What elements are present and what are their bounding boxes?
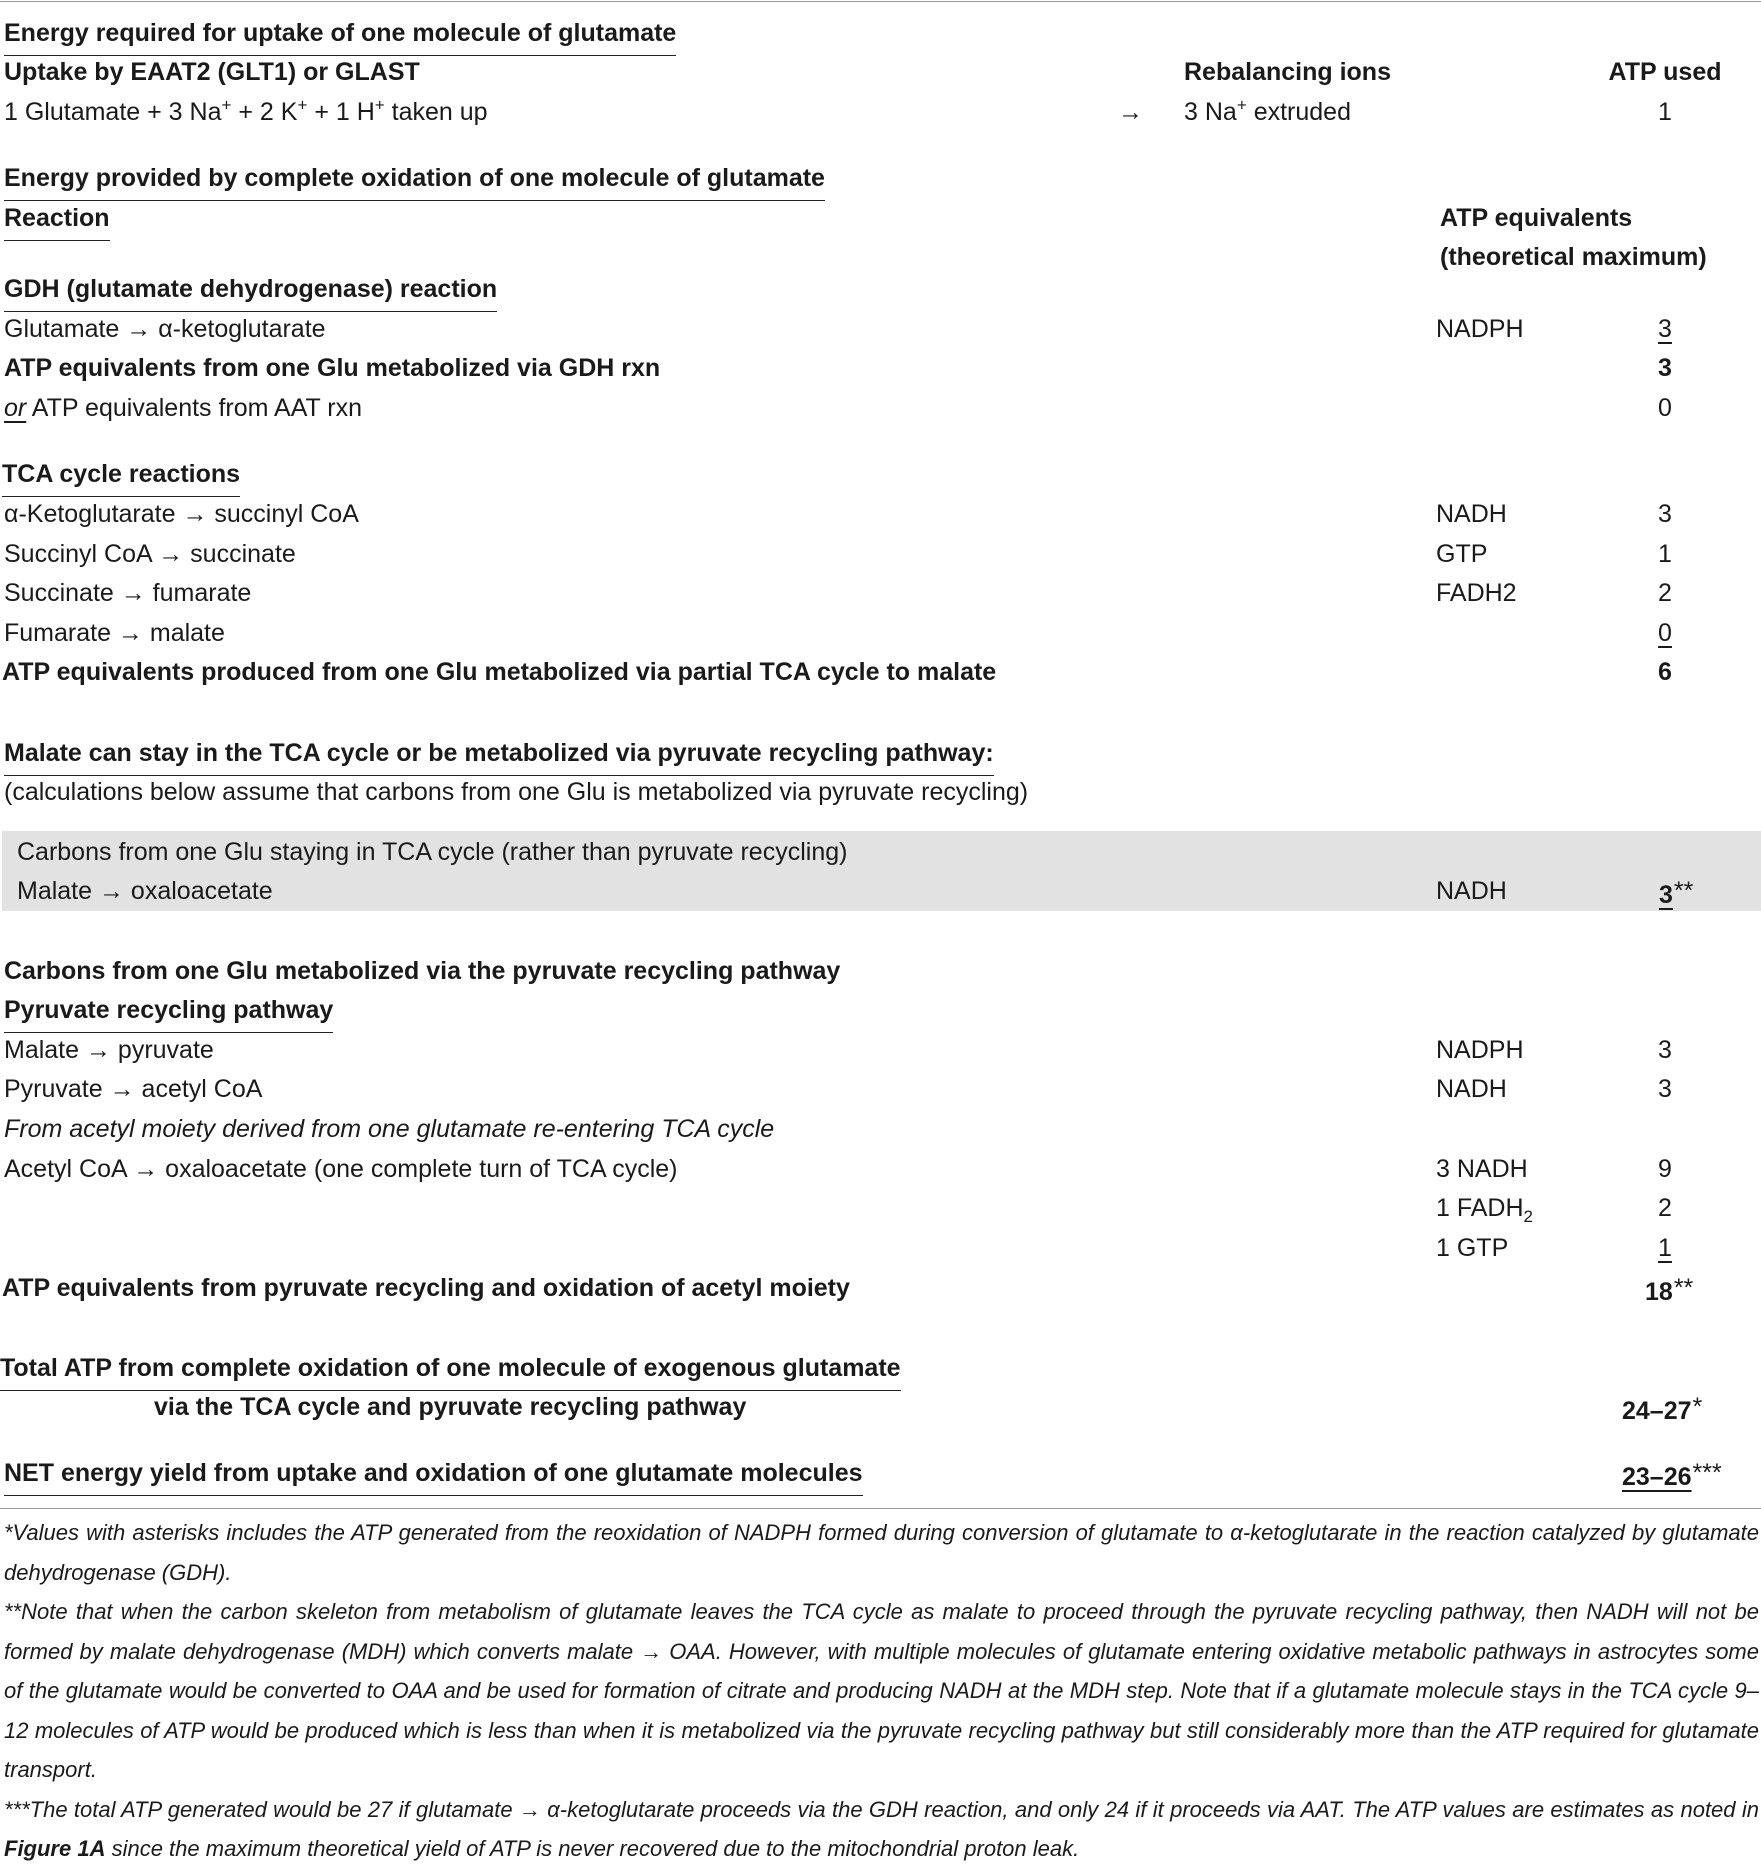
malate-title-row xyxy=(0,733,1761,773)
net-value: 23–26 xyxy=(1622,1463,1692,1491)
total-value-group xyxy=(1622,1387,1702,1431)
pyruvate-cofactor: NADPH xyxy=(1436,1036,1524,1064)
acetyl-atp: 9 xyxy=(1658,1155,1672,1183)
gdh-atp: 3 xyxy=(1658,315,1672,343)
pyruvate-subtotal-label: ATP equivalents from pyruvate recycling and oxidation of acetyl moiety xyxy=(2,1274,850,1302)
gdh-cofactor: NADPH xyxy=(1436,315,1524,343)
net-row xyxy=(0,1453,1761,1493)
net-label: NET energy yield from uptake and oxidation of one glutamate molecules xyxy=(4,1453,863,1496)
shaded-asterisk: ** xyxy=(1673,877,1694,905)
pyruvate-reaction: Malate → pyruvate xyxy=(4,1036,214,1064)
malate-note-row xyxy=(0,772,1761,812)
oxidation-title: Energy provided by complete oxidation of one molecule of glutamate xyxy=(4,158,825,201)
tca-atp: 2 xyxy=(1658,579,1672,607)
fadh-subscript: 2 xyxy=(1523,1207,1533,1226)
tca-reaction: Succinyl CoA → succinate xyxy=(4,540,296,568)
arrow-icon: → xyxy=(1118,98,1143,126)
gdh-title: GDH (glutamate dehydrogenase) reaction xyxy=(4,269,497,312)
tca-row xyxy=(0,573,1761,613)
shaded-row xyxy=(0,871,1761,911)
footnote-text: since the maximum theoretical yield of ATP is never recovered due to the mitochondrial proton leak. xyxy=(105,1836,1080,1861)
tca-row xyxy=(0,534,1761,574)
total-value: 24–27 xyxy=(1622,1397,1692,1425)
reaction-header-row xyxy=(0,198,1761,238)
acetyl-atp: 2 xyxy=(1658,1194,1672,1222)
pyruvate-subtotal-value: 18 xyxy=(1645,1278,1673,1306)
footnote-text: ***The total ATP generated would be 27 if glutamate → α-ketoglutarate proceeds via the GDH reaction, and only 24 if it proceeds via AAT. The ATP values are estimates as noted in xyxy=(4,1796,1759,1822)
aat-label-text: ATP equivalents from AAT rxn xyxy=(26,394,363,422)
pyruvate-row xyxy=(0,1069,1761,1109)
atp-equivalents-col-header: ATP equivalents xyxy=(1440,204,1633,232)
footnote: **Note that when the carbon skeleton from metabolism of glutamate leaves the TCA cycle as malate to proceed through the pyruvate recycling pathway, then NADH will not be formed by malate dehydrogenase (MDH) which converts malate → OAA. However, with multiple molecules of glutamate entering oxidative metabolic pathways in astrocytes some of the glutamate would be converted to OAA and be used for formation of citrate and producing NADH at the MDH step. Note that if a glutamate molecule stays in the TCA cycle 9–12 molecules of ATP would be produced which is less than when it is metabolized via the pyruvate recycling pathway but still considerably more than the ATP required for glutamate transport. xyxy=(4,1599,1759,1782)
tca-atp: 3 xyxy=(1658,500,1672,528)
net-value-group xyxy=(1622,1453,1722,1497)
tca-reaction: Fumarate → malate xyxy=(4,619,225,647)
atp-used-col-header: ATP used xyxy=(1608,58,1722,86)
pyruvate-heading-row xyxy=(0,951,1761,991)
pyruvate-row xyxy=(0,1030,1761,1070)
gdh-title-row xyxy=(0,269,1761,309)
tca-subtotal-label: ATP equivalents produced from one Glu metabolized via partial TCA cycle to malate xyxy=(2,658,997,686)
gdh-subtotal-label: ATP equivalents from one Glu metabolized via GDH rxn xyxy=(4,354,661,382)
fadh-base: 1 FADH xyxy=(1436,1194,1524,1222)
tca-title: TCA cycle reactions xyxy=(2,454,240,497)
acetyl-note-row xyxy=(0,1109,1761,1149)
footnote-rule xyxy=(0,1508,1761,1509)
pyruvate-cofactor: NADH xyxy=(1436,1075,1507,1103)
gdh-row xyxy=(0,309,1761,349)
tca-cofactor: NADH xyxy=(1436,500,1507,528)
acetyl-cofactor: 1 GTP xyxy=(1436,1234,1509,1262)
acetyl-cofactor: 3 NADH xyxy=(1436,1155,1528,1183)
aat-label xyxy=(4,388,362,428)
top-rule xyxy=(0,1,1761,2)
pyruvate-subtotal-asterisk: ** xyxy=(1673,1274,1694,1302)
oxidation-title-row xyxy=(0,158,1761,198)
reaction-col-header: Reaction xyxy=(4,198,110,241)
rebalancing-col-header: Rebalancing ions xyxy=(1184,58,1391,86)
uptake-title-row xyxy=(0,13,1761,53)
tca-atp: 1 xyxy=(1658,540,1672,568)
gdh-reaction: Glutamate → α-ketoglutarate xyxy=(4,315,326,343)
or-word: or xyxy=(4,394,27,422)
malate-note: (calculations below assume that carbons from one Glu is metabolized via pyruvate recycling) xyxy=(4,778,1029,806)
tca-row xyxy=(0,494,1761,534)
tca-cofactor: GTP xyxy=(1436,540,1488,568)
total-row xyxy=(0,1348,1761,1388)
footnote: *Values with asterisks includes the ATP generated from the reoxidation of NADPH formed during conversion of glutamate to α-ketoglutarate in the reaction catalyzed by glutamate dehydrogenase (GDH). xyxy=(4,1520,1759,1585)
aat-row xyxy=(0,388,1761,428)
uptake-row xyxy=(0,92,1761,132)
tca-cofactor: FADH2 xyxy=(1436,579,1517,607)
shaded-title-row xyxy=(0,832,1761,872)
aat-value: 0 xyxy=(1658,394,1672,422)
tca-reaction: α-Ketoglutarate → succinyl CoA xyxy=(4,500,359,528)
shaded-title: Carbons from one Glu staying in TCA cycle (rather than pyruvate recycling) xyxy=(17,838,848,866)
total-label-line2: via the TCA cycle and pyruvate recycling pathway xyxy=(154,1393,747,1421)
shaded-value-group xyxy=(1659,871,1693,915)
uptake-header-row xyxy=(0,52,1761,92)
tca-row xyxy=(0,613,1761,653)
acetyl-cofactor xyxy=(1436,1188,1533,1228)
acetyl-row xyxy=(0,1228,1761,1268)
acetyl-row xyxy=(0,1188,1761,1228)
pyruvate-subtotal-group xyxy=(1645,1268,1693,1312)
pyruvate-atp: 3 xyxy=(1658,1075,1672,1103)
shaded-cofactor: NADH xyxy=(1436,877,1507,905)
acetyl-row xyxy=(0,1149,1761,1189)
tca-title-row xyxy=(0,454,1761,494)
tca-atp: 0 xyxy=(1658,619,1672,647)
theoretical-max-header: (theoretical maximum) xyxy=(1440,243,1707,271)
tca-reaction: Succinate → fumarate xyxy=(4,579,252,607)
gdh-subtotal-value: 3 xyxy=(1658,354,1672,382)
total-asterisk: * xyxy=(1692,1393,1703,1421)
uptake-equation: 1 Glutamate + 3 Na+ + 2 K+ + 1 H+ taken up xyxy=(4,95,488,126)
gdh-subtotal-row xyxy=(0,348,1761,388)
acetyl-reaction: Acetyl CoA → oxaloacetate (one complete turn of TCA cycle) xyxy=(4,1155,678,1183)
tca-subtotal-row xyxy=(0,652,1761,692)
total-label-line1: Total ATP from complete oxidation of one molecule of exogenous glutamate xyxy=(0,1348,901,1391)
pyruvate-heading: Carbons from one Glu metabolized via the pyruvate recycling pathway xyxy=(4,957,841,985)
uptake-title: Energy required for uptake of one molecule of glutamate xyxy=(4,13,676,56)
acetyl-atp: 1 xyxy=(1658,1234,1672,1262)
net-asterisk: *** xyxy=(1692,1459,1722,1487)
rebalancing-ions: 3 Na+ extruded xyxy=(1184,95,1351,126)
atp-used-value: 1 xyxy=(1658,98,1672,126)
figure-reference: Figure 1A xyxy=(4,1836,106,1861)
malate-title: Malate can stay in the TCA cycle or be metabolized via pyruvate recycling pathway: xyxy=(4,733,994,776)
pyruvate-title: Pyruvate recycling pathway xyxy=(4,990,333,1033)
tca-subtotal-value: 6 xyxy=(1658,658,1672,686)
shaded-reaction: Malate → oxaloacetate xyxy=(17,877,273,905)
pyruvate-title-row xyxy=(0,990,1761,1030)
pyruvate-atp: 3 xyxy=(1658,1036,1672,1064)
total-row-2 xyxy=(0,1387,1761,1427)
shaded-value: 3 xyxy=(1659,881,1673,909)
acetyl-note: From acetyl moiety derived from one glutamate re-entering TCA cycle xyxy=(4,1115,775,1143)
pyruvate-reaction: Pyruvate → acetyl CoA xyxy=(4,1075,263,1103)
footnote xyxy=(4,1790,1759,1869)
footnotes xyxy=(4,1513,1759,1869)
uptake-col-header: Uptake by EAAT2 (GLT1) or GLAST xyxy=(4,58,420,86)
pyruvate-subtotal-row xyxy=(0,1268,1761,1308)
